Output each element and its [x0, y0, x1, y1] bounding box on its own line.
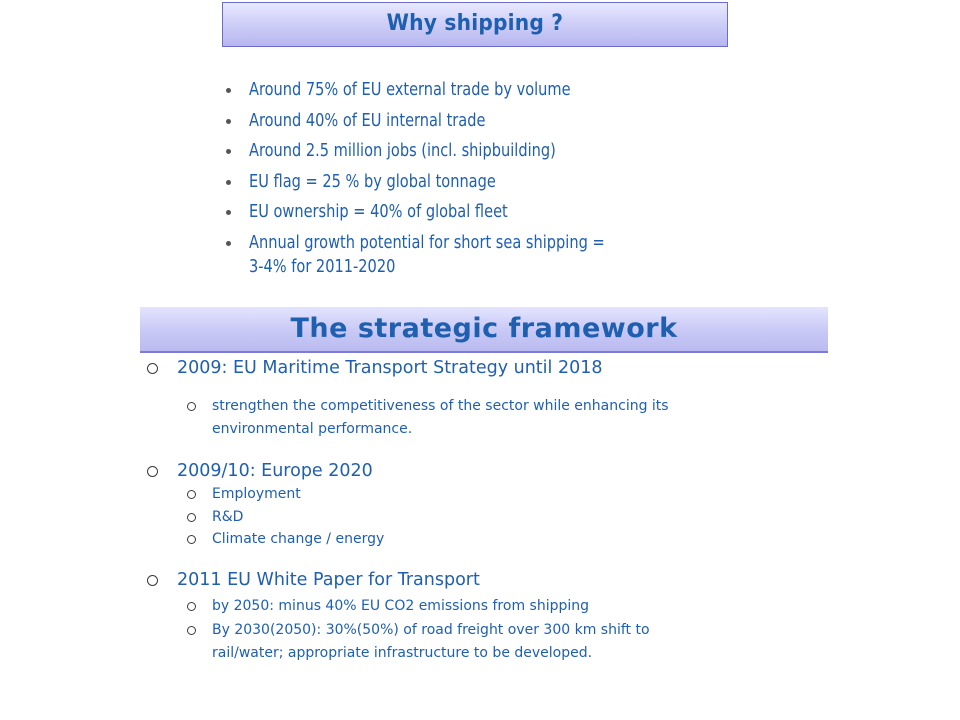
- framework-title: The strategic framework: [290, 312, 678, 344]
- bullet-item: Around 75% of EU external trade by volume: [226, 75, 746, 106]
- framework-subitem: Employment: [147, 483, 827, 506]
- framework-item: 2009/10: Europe 2020: [147, 459, 827, 483]
- bullet-item: Around 40% of EU internal trade: [226, 106, 746, 137]
- bullet-item: Annual growth potential for short sea shipping = 3-4% for 2011-2020: [226, 228, 746, 280]
- bullet-dot-icon: [226, 180, 231, 185]
- framework-subitem: by 2050: minus 40% EU CO2 emissions from shipping: [147, 595, 827, 618]
- circle-bullet-icon: [187, 513, 196, 522]
- framework-sublist: [147, 395, 827, 440]
- circle-bullet-icon: [187, 490, 196, 499]
- bullet-dot-icon: [226, 119, 231, 124]
- bullet-item: EU ownership = 40% of global fleet: [226, 197, 746, 228]
- framework-list: [147, 356, 827, 664]
- framework-sublist: [147, 483, 827, 551]
- bullet-dot-icon: [226, 88, 231, 93]
- framework-subitem: strengthen the competitiveness of the sector while enhancing its environmental performance.: [147, 395, 827, 440]
- bullet-item: Around 2.5 million jobs (incl. shipbuilding): [226, 136, 746, 167]
- bullet-dot-icon: [226, 149, 231, 154]
- why-shipping-title: Why shipping ?: [386, 11, 564, 36]
- bullet-dot-icon: [226, 241, 231, 246]
- circle-bullet-icon: [187, 626, 196, 635]
- framework-title-bar: [140, 307, 828, 353]
- circle-bullet-icon: [187, 402, 196, 411]
- bullet-item: EU flag = 25 % by global tonnage: [226, 167, 746, 198]
- circle-bullet-icon: [187, 535, 196, 544]
- why-shipping-title-bar: [222, 2, 728, 47]
- framework-sublist: [147, 595, 827, 665]
- framework-item: 2009: EU Maritime Transport Strategy until 2018: [147, 356, 827, 380]
- why-shipping-bullet-list: [226, 75, 746, 279]
- bullet-dot-icon: [226, 210, 231, 215]
- circle-bullet-icon: [147, 466, 158, 477]
- framework-subitem: R&D: [147, 506, 827, 529]
- circle-bullet-icon: [147, 575, 158, 586]
- circle-bullet-icon: [187, 602, 196, 611]
- framework-item: 2011 EU White Paper for Transport: [147, 568, 827, 592]
- framework-subitem: Climate change / energy: [147, 528, 827, 551]
- framework-subitem: By 2030(2050): 30%(50%) of road freight over 300 km shift to rail/water; appropriate infrastructure to be developed.: [147, 619, 827, 664]
- circle-bullet-icon: [147, 363, 158, 374]
